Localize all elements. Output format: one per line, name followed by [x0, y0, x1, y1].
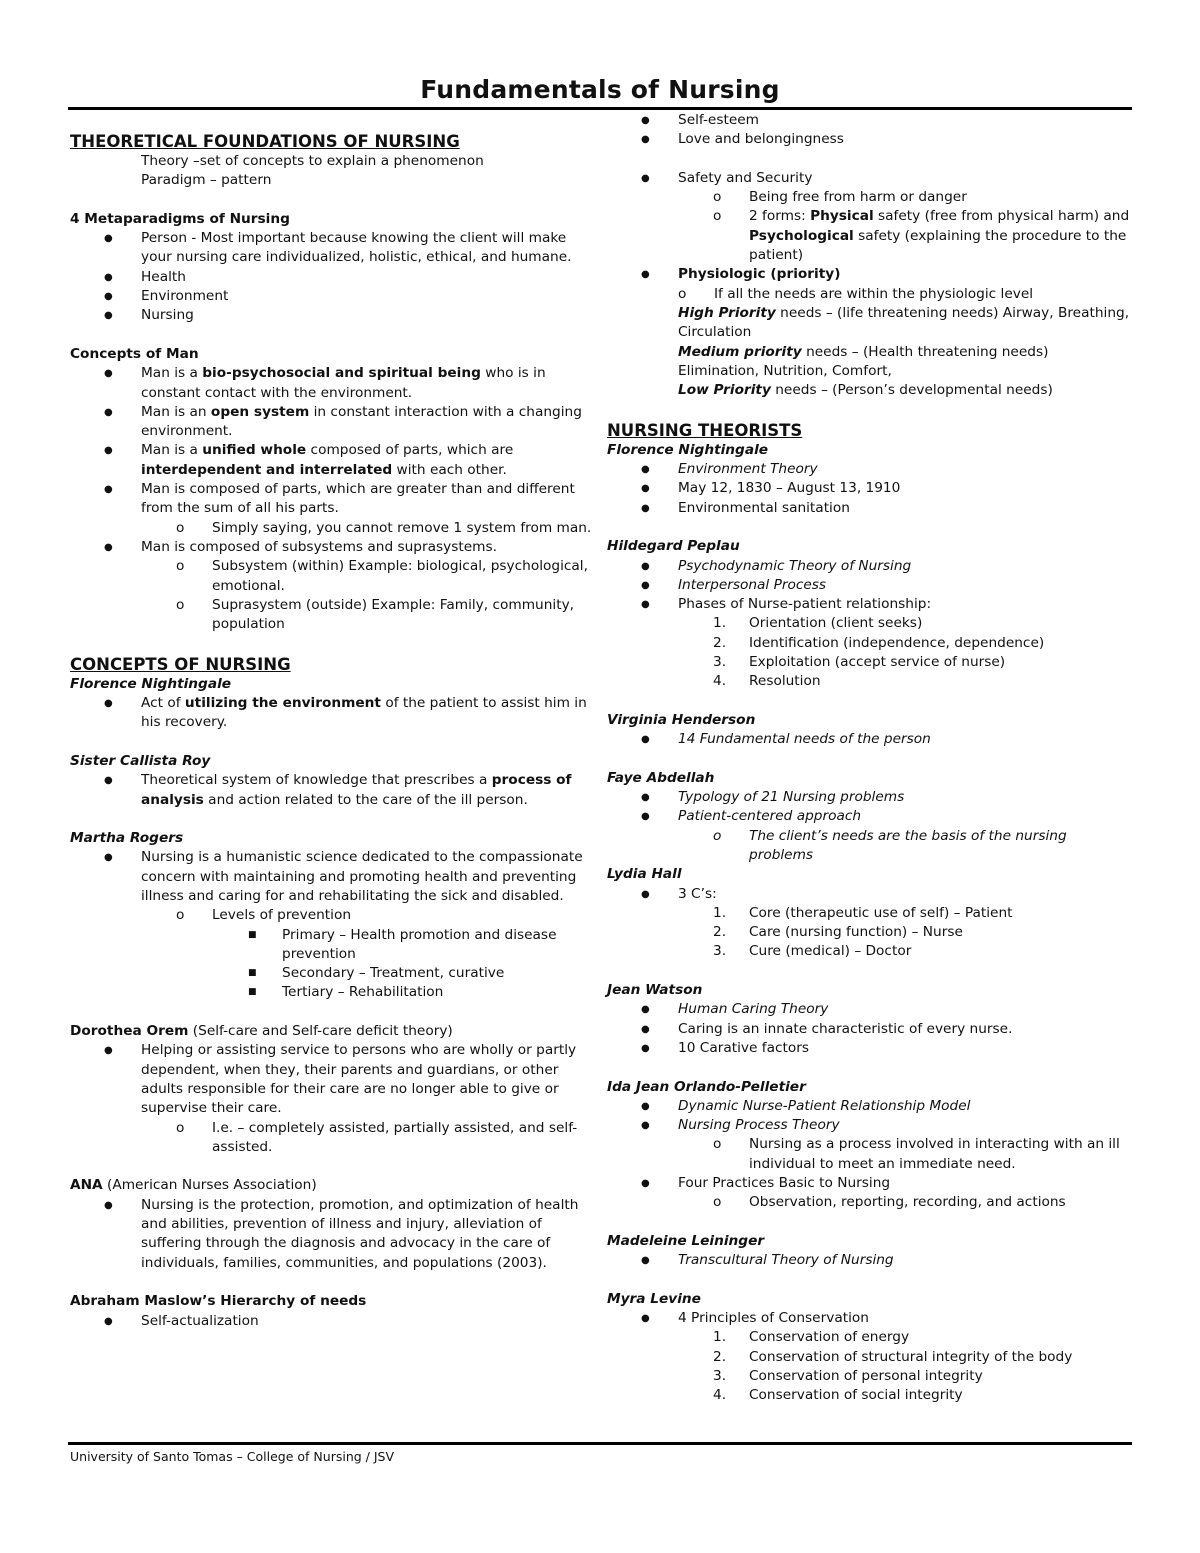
square-bullet-icon: ■ [248, 929, 257, 940]
list-item: ● Health [70, 268, 595, 287]
list-item: ● Dynamic Nurse-Patient Relationship Model [607, 1097, 1132, 1116]
list-item: ● 4 Principles of Conservation [607, 1309, 1132, 1328]
circle-bullet-icon: o [176, 907, 185, 924]
list-item: ● Four Practices Basic to Nursing [607, 1174, 1132, 1193]
list-item: ● 14 Fundamental needs of the person [607, 730, 1132, 749]
list-item: ● Nursing Process Theory [607, 1116, 1132, 1135]
bullet-icon: ● [104, 484, 113, 496]
list-item: ● 3 C’s: [607, 885, 1132, 904]
bullet-icon: ● [641, 115, 650, 126]
bullet-icon: ● [104, 368, 113, 380]
list-item: o Subsystem (within) Example: biological, psychological, emotional. [176, 558, 588, 594]
bullet-icon: ● [104, 1315, 113, 1327]
list-item: ● Helping or assisting service to persons who are wholly or partly dependent, when they, their parents and guardians, or other adults responsible for their care are no longer able to give or supervise their care. [104, 1042, 577, 1117]
bullet-icon: ● [104, 310, 113, 322]
list-item: ● Man is composed of parts, which are greater than and different from the sum of all his parts. [104, 481, 575, 517]
list-item: o Observation, reporting, recording, and actions [607, 1193, 1132, 1212]
list-item: 1. Orientation (client seeks) [713, 615, 923, 632]
list-item: ● May 12, 1830 – August 13, 1910 [607, 479, 1132, 498]
list-item: ● Psychodynamic Theory of Nursing [607, 557, 1132, 576]
list-item: ● Environmental sanitation [607, 499, 1132, 518]
medium-priority: Medium priority needs – (Health threatening needs) Elimination, Nutrition, Comfort, [678, 343, 1049, 379]
list-item: ● Phases of Nurse-patient relationship: [607, 595, 1132, 614]
bullet-icon: ● [104, 271, 113, 283]
list-item: 4. Resolution [713, 673, 821, 690]
abdellah-heading: Faye Abdellah [607, 769, 715, 786]
list-item: 3. Cure (medical) – Doctor [713, 943, 912, 960]
high-priority: High Priority needs – (life threatening needs) Airway, Breathing, Circulation [678, 304, 1130, 341]
bullet-icon: ● [641, 734, 650, 746]
bullet-icon: ● [641, 269, 650, 281]
section-theoretical-foundations: THEORETICAL FOUNDATIONS OF NURSING [70, 132, 460, 151]
list-item: ● Interpersonal Process [607, 576, 1132, 595]
bullet-icon: ● [641, 1120, 650, 1132]
orem-heading: Dorothea Orem (Self-care and Self-care deficit theory) [70, 1023, 453, 1040]
header-rule [68, 107, 1132, 110]
list-item: ● Nursing is a humanistic science dedicated to the compassionate concern with maintaining and promoting health and preventing illness and caring for and rehabilitating the sick and disabled. [104, 849, 583, 904]
bullet-icon: ● [641, 811, 650, 823]
bullet-icon: ● [104, 406, 113, 418]
list-item: ● Love and belongingness [607, 130, 1132, 149]
leininger-heading: Madeleine Leininger [607, 1232, 765, 1249]
list-item: ● Theoretical system of knowledge that prescribes a process of analysis and action related to the care of the ill person. [104, 772, 572, 808]
bullet-icon: ● [641, 599, 650, 611]
list-item: ■ Secondary – Treatment, curative [70, 964, 595, 983]
footer-rule [68, 1442, 1132, 1445]
bullet-icon: ● [641, 1313, 650, 1325]
list-item: ● Nursing [70, 306, 595, 325]
rogers-heading: Martha Rogers [70, 830, 184, 847]
list-item: ● Typology of 21 Nursing problems [607, 788, 1132, 807]
nightingale-heading: Florence Nightingale [70, 675, 232, 692]
list-item: ● Man is a unified whole composed of parts, which are interdependent and interrelated with each other. [104, 442, 514, 478]
list-item: 2. Care (nursing function) – Nurse [713, 924, 963, 941]
bullet-icon: ● [104, 852, 113, 864]
list-item: ● Man is a bio-psychosocial and spiritual being who is in constant contact with the environment. [104, 365, 546, 401]
square-bullet-icon: ■ [248, 968, 257, 979]
circle-bullet-icon: o [713, 189, 722, 206]
list-item: o If all the needs are within the physiologic level [607, 285, 1132, 304]
maslow-heading: Abraham Maslow’s Hierarchy of needs [70, 1293, 367, 1310]
bullet-icon: ● [641, 1100, 650, 1112]
list-item: o Suprasystem (outside) Example: Family, community, population [176, 596, 575, 633]
circle-bullet-icon: o [176, 558, 185, 575]
list-item: 2. Conservation of structural integrity of the body [713, 1348, 1073, 1365]
list-item: 3. Conservation of personal integrity [713, 1368, 983, 1384]
page-footer: University of Santo Tomas – College of Nursing / JSV [70, 1449, 395, 1464]
bullet-icon: ● [104, 233, 113, 245]
low-priority: Low Priority needs – (Person’s developmental needs) [678, 382, 1053, 399]
bullet-icon: ● [104, 291, 113, 303]
list-item: ● Act of utilizing the environment of the patient to assist him in his recovery. [104, 695, 587, 731]
orlando-heading: Ida Jean Orlando-Pelletier [607, 1078, 806, 1095]
bullet-icon: ● [641, 502, 650, 514]
watson-heading: Jean Watson [607, 982, 703, 999]
bullet-icon: ● [641, 172, 650, 184]
metaparadigms-heading: 4 Metaparadigms of Nursing [70, 210, 290, 227]
list-item: ● Self-esteem [607, 111, 1132, 130]
ana-heading: ANA (American Nurses Association) [70, 1177, 317, 1194]
concepts-of-man-heading: Concepts of Man [70, 345, 199, 362]
list-item: ● Man is an open system in constant interaction with a changing environment. [104, 403, 582, 440]
list-item: ● Nursing is the protection, promotion, and optimization of health and abilities, prevention of illness and injury, alleviation of suffering through the diagnosis and advocacy in the care of individuals, families, communities, and populations (2003). [104, 1196, 579, 1271]
section-nursing-theorists: NURSING THEORISTS [607, 420, 803, 440]
bullet-icon: ● [641, 1023, 650, 1035]
theory-definition: Theory –set of concepts to explain a phenomenon [141, 153, 484, 169]
bullet-icon: ● [641, 1004, 650, 1016]
bullet-icon: ● [104, 775, 113, 787]
list-item: ● Man is composed of subsystems and suprasystems. [70, 538, 595, 557]
bullet-icon: ● [641, 579, 650, 591]
list-item: o The client’s needs are the basis of the nursing problems [713, 827, 1067, 863]
circle-bullet-icon: o [713, 1194, 722, 1211]
bullet-icon: ● [641, 1042, 650, 1054]
page-title: Fundamentals of Nursing [420, 75, 780, 104]
bullet-icon: ● [104, 541, 113, 553]
list-item: ● Patient-centered approach [607, 807, 1132, 826]
list-item: 2. Identification (independence, dependence) [713, 634, 1045, 651]
list-item: ● Transcultural Theory of Nursing [607, 1251, 1132, 1270]
bullet-icon: ● [641, 560, 650, 572]
section-concepts-of-nursing: CONCEPTS OF NURSING [70, 654, 291, 674]
bullet-icon: ● [104, 445, 113, 457]
list-item: ● 10 Carative factors [607, 1039, 1132, 1058]
list-item: 3. Exploitation (accept service of nurse) [713, 654, 1006, 671]
list-item: ■ Tertiary – Rehabilitation [70, 983, 595, 1002]
circle-bullet-icon: o [713, 1136, 722, 1153]
left-column [70, 111, 595, 1331]
list-item: o Levels of prevention [70, 906, 595, 925]
bullet-icon: ● [641, 134, 650, 146]
bullet-icon: ● [104, 1199, 113, 1211]
levine-heading: Myra Levine [607, 1290, 701, 1307]
list-item: ● Human Caring Theory [607, 1000, 1132, 1019]
list-item: ● Environment [70, 287, 595, 306]
list-item: 1. Conservation of energy [713, 1329, 910, 1346]
list-item: ● Caring is an innate characteristic of every nurse. [607, 1020, 1132, 1039]
list-item: o Simply saying, you cannot remove 1 system from man. [70, 519, 595, 538]
list-item: ● Environment Theory [607, 460, 1132, 479]
list-item: o Nursing as a process involved in interacting with an ill individual to meet an immediate need. [713, 1136, 1120, 1172]
hall-heading: Lydia Hall [607, 866, 682, 883]
bullet-icon: ● [641, 888, 650, 900]
peplau-heading: Hildegard Peplau [607, 538, 740, 555]
square-bullet-icon: ■ [248, 987, 257, 998]
circle-bullet-icon: o [678, 285, 687, 302]
paradigm-definition: Paradigm – pattern [141, 172, 272, 189]
circle-bullet-icon: o [176, 519, 185, 536]
list-item: o Being free from harm or danger [607, 188, 1132, 207]
list-item: o I.e. – completely assisted, partially assisted, and self-assisted. [176, 1119, 578, 1155]
circle-bullet-icon: o [176, 596, 185, 613]
circle-bullet-icon: o [176, 1119, 185, 1136]
list-item: 1. Core (therapeutic use of self) – Patient [713, 904, 1013, 921]
list-item: 4. Conservation of social integrity [713, 1387, 963, 1404]
list-item: ● Physiologic (priority) [607, 265, 1132, 284]
bullet-icon: ● [104, 698, 113, 710]
bullet-icon: ● [104, 1045, 113, 1057]
list-item: ● Person - Most important because knowing the client will make your nursing care individualized, holistic, ethical, and humane. [104, 230, 572, 266]
list-item: ■ Primary – Health promotion and disease prevention [248, 926, 557, 962]
henderson-heading: Virginia Henderson [607, 711, 756, 728]
bullet-icon: ● [641, 1255, 650, 1267]
bullet-icon: ● [641, 1178, 650, 1190]
list-item: ● Safety and Security [607, 169, 1132, 188]
nightingale-theorist-heading: Florence Nightingale [607, 441, 769, 458]
list-item: ● Self-actualization [70, 1312, 595, 1331]
circle-bullet-icon: o [713, 208, 722, 225]
bullet-icon: ● [641, 483, 650, 495]
roy-heading: Sister Callista Roy [70, 752, 211, 769]
circle-bullet-icon: o [713, 827, 722, 844]
right-column [607, 111, 1132, 1406]
list-item: o 2 forms: Physical safety (free from physical harm) and Psychological safety (explaining the procedure to the patient) [713, 208, 1130, 264]
bullet-icon: ● [641, 792, 650, 804]
bullet-icon: ● [641, 464, 650, 476]
